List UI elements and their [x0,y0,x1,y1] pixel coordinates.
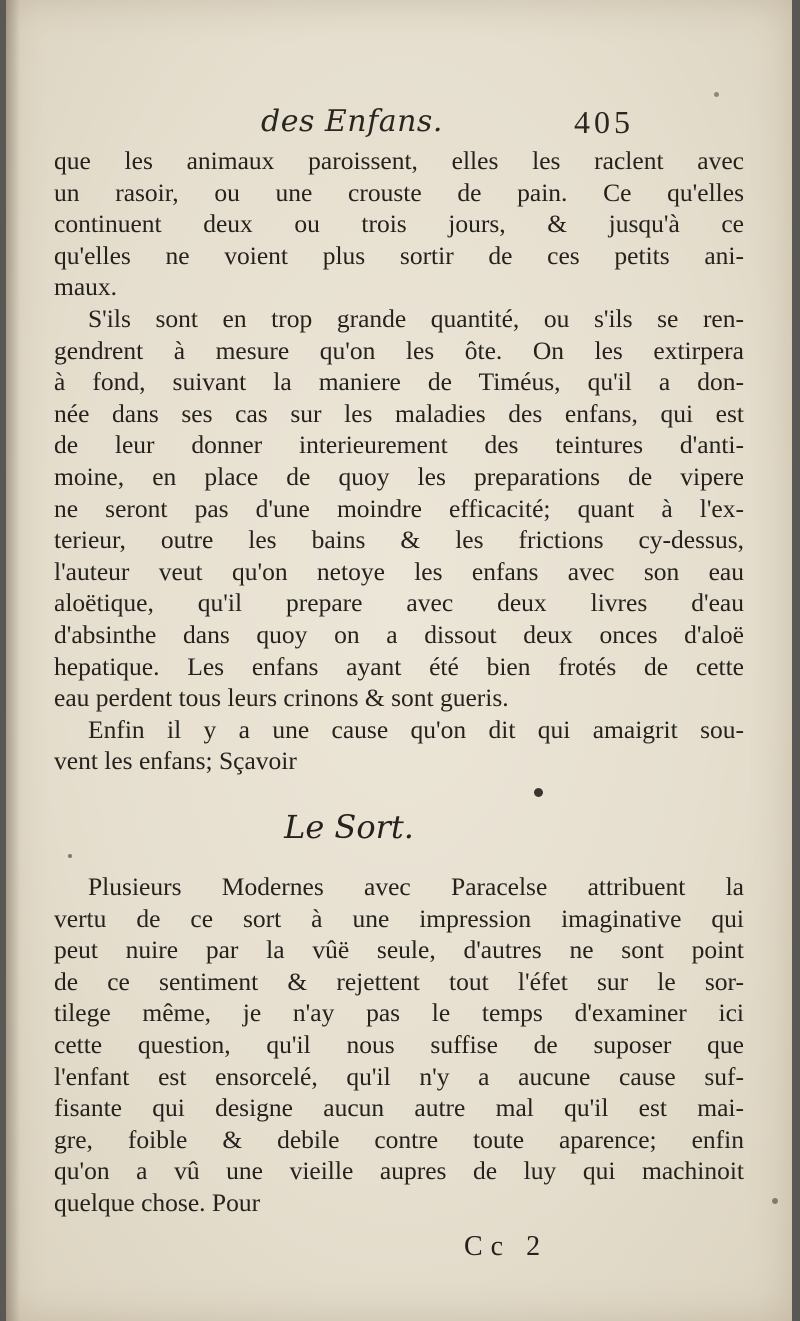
section-heading-text: Le Sort. [284,808,414,846]
text-line: continuent deux ou trois jours, & jusqu'à ce [54,209,744,239]
text-line: hepatique. Les enfans ayant été bien frotés de cette [54,651,744,681]
text-line: de leur donner interieurement des teintures d'anti- [54,430,744,460]
text-line: S'ils sont en trop grande quantité, ou s'ils se ren- [88,303,744,333]
text-line: tilege même, je n'ay pas le temps d'examiner ici [54,998,744,1028]
page-number: 405 [574,104,634,140]
text-line: cette question, qu'il nous suffise de suposer que [54,1029,744,1059]
text-line: eau perdent tous leurs crinons & sont gueris. [54,683,509,713]
spine-shadow [6,0,20,1321]
text-line: aloëtique, qu'il prepare avec deux livres d'eau [54,588,744,618]
running-head [6,100,792,148]
text-line: vertu de ce sort à une impression imaginative qui [54,903,744,933]
text-line: que les animaux paroissent, elles les raclent avec [54,146,744,175]
text-line: gendrent à mesure qu'on les ôte. On les extirpera [54,335,744,365]
text-line: ne seront pas d'une moindre efficacité; quant à l'ex- [54,493,744,523]
text-line: née dans ses cas sur les maladies des enfans, qui est [54,398,744,428]
ink-speck [534,788,543,797]
text-line: Plusieurs Modernes avec Paracelse attribuent la [88,872,744,901]
text-block-lower [54,871,744,1219]
section-heading [6,808,792,846]
text-block-upper [54,145,744,777]
signature-mark: Cc 2 [464,1231,549,1262]
book-page [6,0,792,1321]
text-line: fisante qui designe aucun autre mal qu'il est mai- [54,1093,744,1123]
text-line: Enfin il y a une cause qu'on dit qui amaigrit sou- [88,714,744,744]
text-line: peut nuire par la vûë seule, d'autres ne sont point [54,935,744,965]
text-line: qu'elles ne voient plus sortir de ces petits ani- [54,240,744,270]
running-title: des Enfans. [261,104,443,139]
text-line: gre, foible & debile contre toute aparence; enfin [54,1124,744,1154]
text-line: l'auteur veut qu'on netoye les enfans avec son eau [54,556,744,586]
text-line: d'absinthe dans quoy on a dissout deux onces d'aloë [54,619,744,649]
text-line: de ce sentiment & rejettent tout l'éfet sur le sor- [54,966,744,996]
text-line: l'enfant est ensorcelé, qu'il n'y a aucune cause suf- [54,1061,744,1091]
ink-speck [714,92,719,97]
text-line: un rasoir, ou une crouste de pain. Ce qu'elles [54,177,744,207]
text-line: qu'on a vû une vieille aupres de luy qui machinoit [54,1156,744,1186]
text-line: quelque chose. Pour [54,1187,261,1217]
text-line: terieur, outre les bains & les frictions cy-dessus, [54,525,744,555]
text-line: vent les enfans; Sçavoir [54,746,297,776]
text-line: moine, en place de quoy les preparations de vipere [54,461,744,491]
text-line: à fond, suivant la maniere de Timéus, qu'il a don- [54,367,744,397]
text-line: maux. [54,272,118,302]
ink-speck [68,854,72,858]
ink-speck [772,1198,778,1204]
